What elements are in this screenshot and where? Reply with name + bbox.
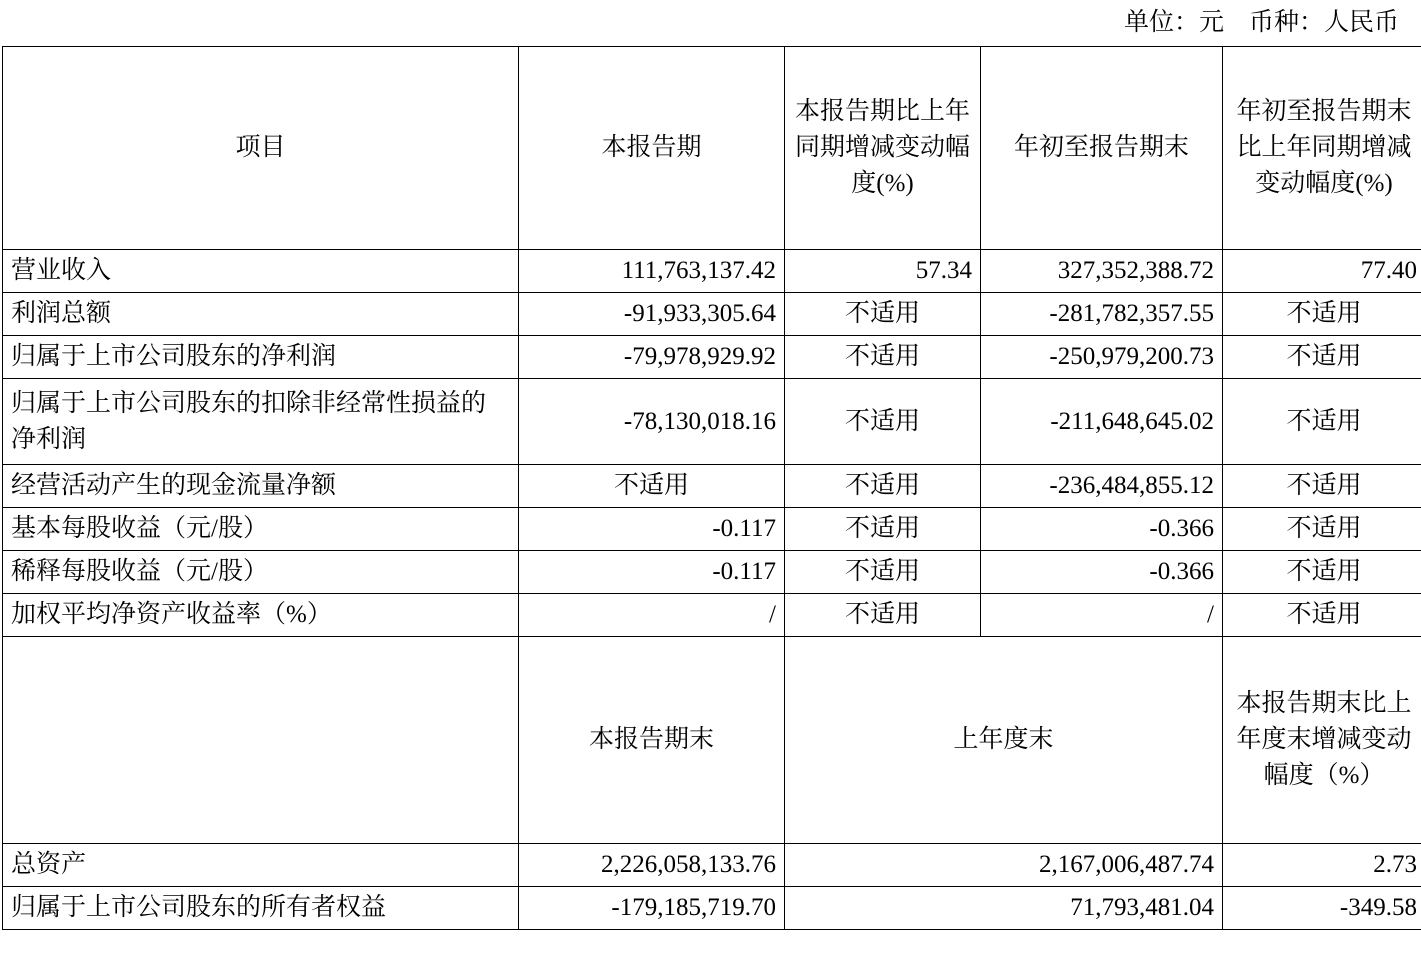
header-cell-current-period-yoy: 本报告期比上年同期增减变动幅度(%) <box>785 47 981 250</box>
row-current-period: -0.117 <box>519 508 785 551</box>
row-current-period: / <box>519 594 785 637</box>
row-item-label: 利润总额 <box>3 293 519 336</box>
row-item-label: 总资产 <box>3 844 519 887</box>
financial-summary-table <box>2 46 1421 930</box>
row-current-period-yoy: 不适用 <box>785 293 981 336</box>
header-cell-item: 项目 <box>3 47 519 250</box>
table-row <box>3 465 1421 508</box>
row-current-period: -79,978,929.92 <box>519 336 785 379</box>
row-item-label: 归属于上市公司股东的扣除非经常性损益的净利润 <box>3 379 519 465</box>
table-row <box>3 887 1421 930</box>
table-row <box>3 250 1421 293</box>
table-row <box>3 551 1421 594</box>
row-change: 2.73 <box>1223 844 1421 887</box>
row-ytd: / <box>981 594 1223 637</box>
header-cell-ytd: 年初至报告期末 <box>981 47 1223 250</box>
row-item-label: 归属于上市公司股东的所有者权益 <box>3 887 519 930</box>
row-current-period-yoy: 不适用 <box>785 379 981 465</box>
row-item-label: 稀释每股收益（元/股） <box>3 551 519 594</box>
row-current-period-yoy: 不适用 <box>785 551 981 594</box>
row-ytd: -0.366 <box>981 508 1223 551</box>
row-ytd: -0.366 <box>981 551 1223 594</box>
section2-header-change: 本报告期末比上年度末增减变动幅度（%） <box>1223 637 1421 844</box>
table-row <box>3 336 1421 379</box>
row-current-period: -91,933,305.64 <box>519 293 785 336</box>
row-change: -349.58 <box>1223 887 1421 930</box>
row-ytd-yoy: 不适用 <box>1223 293 1421 336</box>
table-row <box>3 293 1421 336</box>
row-current-period: -0.117 <box>519 551 785 594</box>
row-current-period-yoy: 不适用 <box>785 594 981 637</box>
table-row <box>3 844 1421 887</box>
row-ytd-yoy: 不适用 <box>1223 594 1421 637</box>
row-period-end: 2,226,058,133.76 <box>519 844 785 887</box>
row-current-period: -78,130,018.16 <box>519 379 785 465</box>
row-ytd: -236,484,855.12 <box>981 465 1223 508</box>
row-item-label: 加权平均净资产收益率（%） <box>3 594 519 637</box>
row-item-label: 归属于上市公司股东的净利润 <box>3 336 519 379</box>
row-ytd-yoy: 不适用 <box>1223 379 1421 465</box>
row-ytd-yoy: 不适用 <box>1223 508 1421 551</box>
section2-header-period-end: 本报告期末 <box>519 637 785 844</box>
row-current-period: 不适用 <box>519 465 785 508</box>
row-item-label: 经营活动产生的现金流量净额 <box>3 465 519 508</box>
header-cell-current-period: 本报告期 <box>519 47 785 250</box>
row-last-year-end: 71,793,481.04 <box>785 887 1223 930</box>
row-ytd: 327,352,388.72 <box>981 250 1223 293</box>
row-ytd: -211,648,645.02 <box>981 379 1223 465</box>
table-row <box>3 508 1421 551</box>
row-ytd-yoy: 不适用 <box>1223 336 1421 379</box>
row-current-period-yoy: 不适用 <box>785 336 981 379</box>
row-ytd: -281,782,357.55 <box>981 293 1223 336</box>
table-row <box>3 594 1421 637</box>
header-cell-ytd-yoy: 年初至报告期末比上年同期增减变动幅度(%) <box>1223 47 1421 250</box>
section2-header-last-year-end: 上年度末 <box>785 637 1223 844</box>
section2-header-row <box>3 637 1421 844</box>
row-last-year-end: 2,167,006,487.74 <box>785 844 1223 887</box>
row-current-period-yoy: 不适用 <box>785 465 981 508</box>
row-current-period-yoy: 57.34 <box>785 250 981 293</box>
row-ytd-yoy: 不适用 <box>1223 551 1421 594</box>
unit-note: 单位：元 币种：人民币 <box>1123 9 1399 36</box>
row-ytd-yoy: 不适用 <box>1223 465 1421 508</box>
row-item-label: 营业收入 <box>3 250 519 293</box>
row-current-period: 111,763,137.42 <box>519 250 785 293</box>
table-header-row <box>3 47 1421 250</box>
table-row <box>3 379 1421 465</box>
row-ytd-yoy: 77.40 <box>1223 250 1421 293</box>
row-ytd: -250,979,200.73 <box>981 336 1223 379</box>
section2-header-item <box>3 637 519 844</box>
row-item-label: 基本每股收益（元/股） <box>3 508 519 551</box>
row-period-end: -179,185,719.70 <box>519 887 785 930</box>
row-current-period-yoy: 不适用 <box>785 508 981 551</box>
